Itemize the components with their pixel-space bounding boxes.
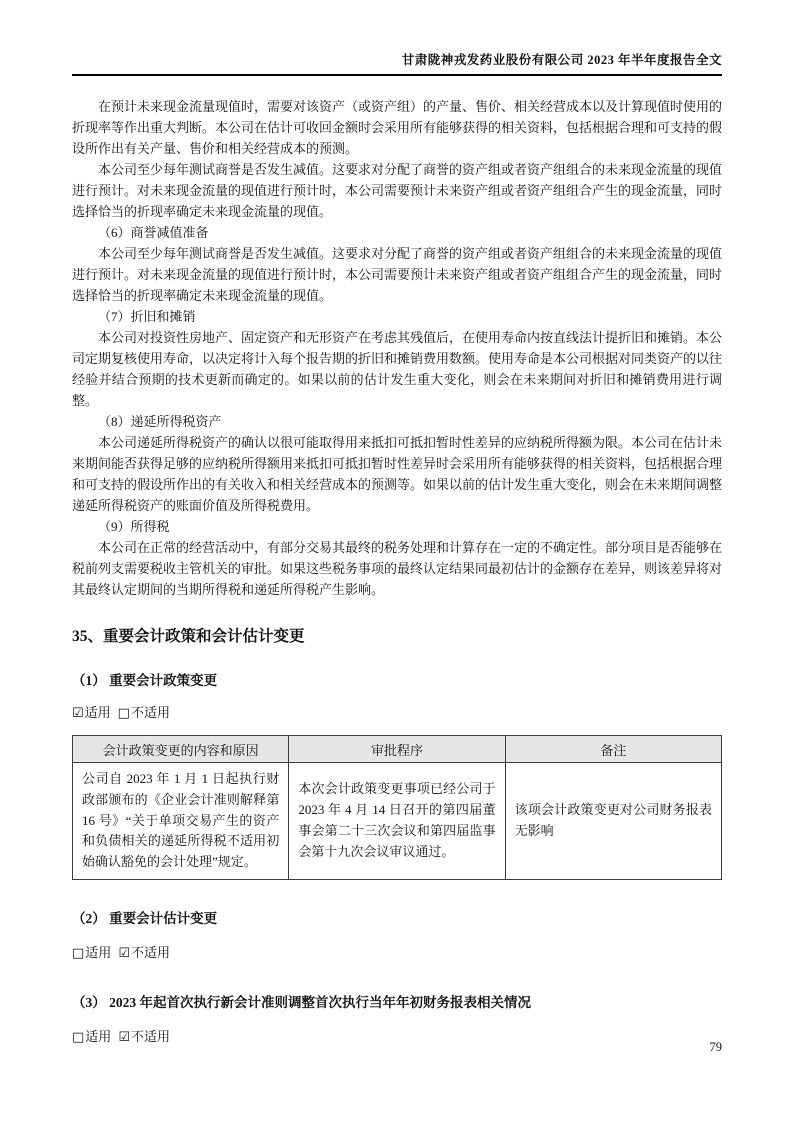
- body-text: [72, 96, 722, 600]
- applicable-label: 适用: [85, 944, 112, 960]
- paragraph-deferred-tax: 本公司递延所得税资产的确认以很可能取得用来抵扣可抵扣暂时性差异的应纳税所得额为限。本公司在估计未来期间能否获得足够的应纳税所得额用来抵扣可抵扣暂时性差异时会采用所有能够获得的相关资料，包括根据合理和可支持的假设所作出的有关收入和相关经营成本的预测等。如果以前的估计发生重大变化，则会在未来期间调整递延所得税资产的账面价值及所得税费用。: [72, 435, 723, 513]
- subsection-3-heading: （3） 2023 年起首次执行新会计准则调整首次执行当年年初财务报表相关情况: [72, 994, 531, 1010]
- subitem-7-depreciation: （7）折旧和摊销: [98, 309, 196, 324]
- paragraph-goodwill-test: 本公司至少每年测试商誉是否发生减值。这要求对分配了商誉的资产组或者资产组组合的未来现金流量的现值进行预计。对未来现金流量的现值进行预计时，本公司需要预计未来资产组或者资产组组合产生的现金流量，同时选择恰当的折现率确定未来现金流量的现值。: [72, 162, 723, 219]
- subitem-9-income-tax: （9）所得税: [98, 519, 170, 534]
- subsection-2-heading: （2） 重要会计估计变更: [72, 910, 218, 926]
- cell-remarks: 该项会计政策变更对公司财务报表无影响: [505, 763, 721, 880]
- checkbox-unchecked-icon: □: [72, 945, 85, 961]
- applicability-new-standards: [72, 1028, 722, 1047]
- table-header-row: [73, 736, 722, 763]
- checkbox-checked-icon: ☑: [118, 1029, 130, 1045]
- not-applicable-label: 不适用: [130, 1028, 170, 1044]
- checkbox-unchecked-icon: □: [72, 1029, 85, 1045]
- checkbox-checked-icon: ☑: [118, 945, 130, 961]
- page-header: [72, 0, 722, 76]
- applicable-label: 适用: [84, 705, 111, 720]
- section-35-heading: 35、重要会计政策和会计估计变更: [72, 628, 305, 645]
- page-number: 79: [709, 1040, 722, 1054]
- cell-approval-procedure: 本次会计政策变更事项已经公司于 2023 年 4 月 14 日召开的第四届董事会第二十三次会议和第四届监事会第十九次会议审议通过。: [289, 763, 505, 880]
- checkbox-unchecked-icon: □: [117, 706, 130, 721]
- paragraph-depreciation: 本公司对投资性房地产、固定资产和无形资产在考虑其残值后，在使用寿命内按直线法计提折旧和摊销。本公司定期复核使用寿命，以决定将计入每个报告期的折旧和摊销费用数额。使用寿命是本公司根据对同类资产的以往经验并结合预期的技术更新而确定的。如果以前的估计发生重大变化，则会在未来期间对折旧和摊销费用进行调整。: [72, 330, 723, 408]
- applicability-estimate-change: [72, 944, 722, 963]
- column-header-approval-procedure: 审批程序: [289, 736, 505, 763]
- subsection-1-heading: （1） 重要会计政策变更: [72, 673, 218, 688]
- paragraph-income-tax: 本公司在正常的经营活动中，有部分交易其最终的税务处理和计算存在一定的不确定性。部分项目是否能够在税前列支需要税收主管机关的审批。如果这些税务事项的最终认定结果同最初估计的金额存在差异，则该差异将对其最终认定期间的当期所得税和递延所得税产生影响。: [72, 540, 723, 597]
- table-row: [73, 763, 722, 880]
- paragraph-goodwill-test-2: 本公司至少每年测试商誉是否发生减值。这要求对分配了商誉的资产组或者资产组组合的未来现金流量的现值进行预计。对未来现金流量的现值进行预计时，本公司需要预计未来资产组或者资产组组合产生的现金流量，同时选择恰当的折现率确定未来现金流量的现值。: [72, 246, 723, 303]
- checkbox-checked-icon: ☑: [72, 706, 84, 721]
- applicable-label: 适用: [85, 1028, 112, 1044]
- not-applicable-label: 不适用: [130, 944, 170, 960]
- paragraph-cash-flow-estimate: 在预计未来现金流量现值时，需要对该资产（或资产组）的产量、售价、相关经营成本以及计算现值时使用的折现率等作出重大判断。本公司在估计可收回金额时会采用所有能够获得的相关资料，包括根据合理和可支持的假设所作出有关产量、售价和相关经营成本的预测。: [72, 99, 723, 156]
- not-applicable-label: 不适用: [130, 705, 170, 720]
- column-header-remarks: 备注: [505, 736, 721, 763]
- column-header-change-content: 会计政策变更的内容和原因: [73, 736, 289, 763]
- subitem-8-deferred-tax: （8）递延所得税资产: [98, 414, 222, 429]
- cell-change-content: 公司自 2023 年 1 月 1 日起执行财政部颁布的《企业会计准则解释第 16 号》“关于单项交易产生的资产和负债相关的递延所得税不适用初始确认豁免的会计处理”规定。: [73, 763, 289, 880]
- report-header-title: 甘肃陇神戎发药业股份有限公司 2023 年半年度报告全文: [401, 53, 722, 67]
- applicability-policy-change: [72, 704, 722, 723]
- subitem-6-goodwill-impairment: （6）商誉减值准备: [98, 225, 209, 240]
- policy-change-table: [72, 735, 722, 880]
